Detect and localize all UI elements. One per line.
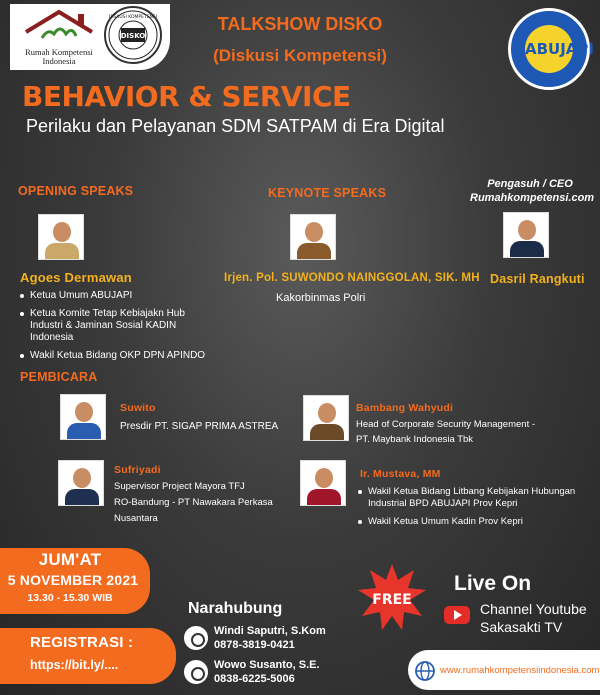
whatsapp-icon: [184, 660, 208, 684]
contact-phone[interactable]: 0838-6225-5006: [214, 673, 295, 685]
opening-role-item: Wakil Ketua Bidang OKP DPN APINDO: [20, 350, 210, 362]
youtube-icon: [444, 606, 470, 624]
speaker-name-mustava: Ir. Mustava, MM: [360, 468, 441, 480]
speaker-role-line: Nusantara: [114, 513, 158, 524]
contact-name: Wowo Susanto, S.E.: [214, 659, 320, 671]
speaker-photo-mustava: [300, 460, 346, 506]
speaker-role-line: Head of Corporate Security Management -: [356, 419, 536, 430]
disko-center-text: DISKO: [120, 32, 146, 40]
headline: BEHAVIOR & SERVICE: [22, 80, 351, 113]
contact-label: Narahubung: [188, 600, 283, 617]
live-channel: [480, 600, 587, 636]
speaker-role-item: Wakil Ketua Umum Kadin Prov Kepri: [358, 516, 590, 528]
avatar-head: [315, 468, 333, 488]
registration-link[interactable]: https://bit.ly/....: [30, 658, 119, 672]
avatar-body: [297, 243, 331, 260]
opening-speaker-name: Agoes Dermawan: [20, 270, 132, 285]
speaker-photo-sufriyadi: [58, 460, 104, 506]
live-channel-line2: Sakasakti TV: [480, 619, 563, 635]
talkshow-title: TALKSHOW DISKO: [217, 14, 383, 34]
speaker-role-line: PT. Maybank Indonesia Tbk: [356, 434, 474, 445]
opening-speaker-roles: [20, 290, 210, 368]
host-title-line1: Pengasuh / CEO: [487, 178, 573, 190]
live-on-title: Live On: [454, 572, 532, 595]
speaker-role-line: Supervisor Project Mayora TFJ: [114, 481, 245, 492]
subheadline: Perilaku dan Pelayanan SDM SATPAM di Era Digital: [26, 116, 445, 136]
avatar-head: [73, 468, 91, 488]
opening-speaks-label: OPENING SPEAKS: [18, 184, 134, 198]
contact-phone[interactable]: 0878-3819-0421: [214, 639, 295, 651]
speaker-roles-mustava: [358, 486, 590, 534]
avatar-head: [305, 222, 323, 242]
globe-icon: [414, 660, 436, 682]
free-badge-text: FREE: [372, 592, 412, 608]
host-title: [470, 178, 595, 204]
avatar-body: [510, 241, 544, 258]
host-photo: [503, 212, 549, 258]
keynote-speaker-role: Kakorbinmas Polri: [276, 292, 366, 304]
speaker-role-suwito: Presdir PT. SIGAP PRIMA ASTREA: [120, 421, 279, 432]
talkshow-subtitle: (Diskusi Kompetensi): [213, 46, 387, 65]
event-time: 13.30 - 15.30 WIB: [27, 592, 113, 604]
abujapi-logo: [508, 8, 594, 90]
website-link[interactable]: www.rumahkompetensiindonesia.com: [440, 665, 600, 676]
keynote-speaks-label: KEYNOTE SPEAKS: [268, 186, 387, 200]
registration-label: REGISTRASI :: [30, 634, 134, 651]
opening-speaker-photo: [38, 214, 84, 260]
avatar-head: [318, 403, 336, 423]
event-date-box: [0, 548, 150, 614]
event-day: JUM'AT: [38, 550, 102, 569]
keynote-speaker-name: Irjen. Pol. SUWONDO NAINGGOLAN, SIK. MH: [224, 272, 480, 284]
speaker-photo-suwito: [60, 394, 106, 440]
event-date: 5 NOVEMBER 2021: [7, 572, 139, 588]
avatar-body: [67, 423, 101, 440]
contact-name: Windi Saputri, S.Kom: [214, 625, 326, 637]
speaker-photo-bambang: [303, 395, 349, 441]
contact-person: [214, 624, 326, 652]
host-name: Dasril Rangkuti: [490, 272, 585, 286]
house-icon: [18, 8, 100, 48]
disko-ring-text: DISKUSI KOMPETENSI: [108, 15, 158, 20]
abujapi-logo-text: ABUJAPI: [525, 25, 573, 73]
avatar-body: [65, 489, 99, 506]
speaker-role-line: RO-Bandung - PT Nawakara Perkasa: [114, 497, 273, 508]
free-badge: [356, 562, 428, 634]
live-channel-line1: Channel Youtube: [480, 601, 587, 617]
speaker-role-item: Wakil Ketua Bidang Litbang Kebijakan Hubungan Industrial BPD ABUJAPI Prov Kepri: [358, 486, 590, 510]
speaker-role-bambang: [356, 418, 535, 446]
whatsapp-icon: [184, 626, 208, 650]
speaker-name-suwito: Suwito: [120, 402, 156, 414]
avatar-body: [310, 424, 344, 441]
speaker-name-bambang: Bambang Wahyudi: [356, 402, 454, 414]
opening-role-item: Ketua Umum ABUJAPI: [20, 290, 210, 302]
avatar-body: [45, 243, 79, 260]
keynote-speaker-photo: [290, 214, 336, 260]
pembicara-label: PEMBICARA: [20, 370, 98, 384]
avatar-head: [75, 402, 93, 422]
contact-person: [214, 658, 320, 686]
opening-role-item: Ketua Komite Tetap Kebiajakn Hub Industri & Jaminan Sosial KADIN Indonesia: [20, 308, 210, 344]
speaker-name-sufriyadi: Sufriyadi: [114, 464, 161, 476]
rumah-kompetensi-logo: [18, 8, 100, 64]
host-title-line2: Rumahkompetensi.com: [470, 192, 595, 204]
registration-box: [0, 628, 176, 684]
avatar-head: [53, 222, 71, 242]
rumah-kompetensi-text: Rumah Kompetensi Indonesia: [25, 47, 93, 66]
speaker-role-sufriyadi: [114, 480, 273, 525]
avatar-head: [518, 220, 536, 240]
avatar-body: [307, 489, 341, 506]
